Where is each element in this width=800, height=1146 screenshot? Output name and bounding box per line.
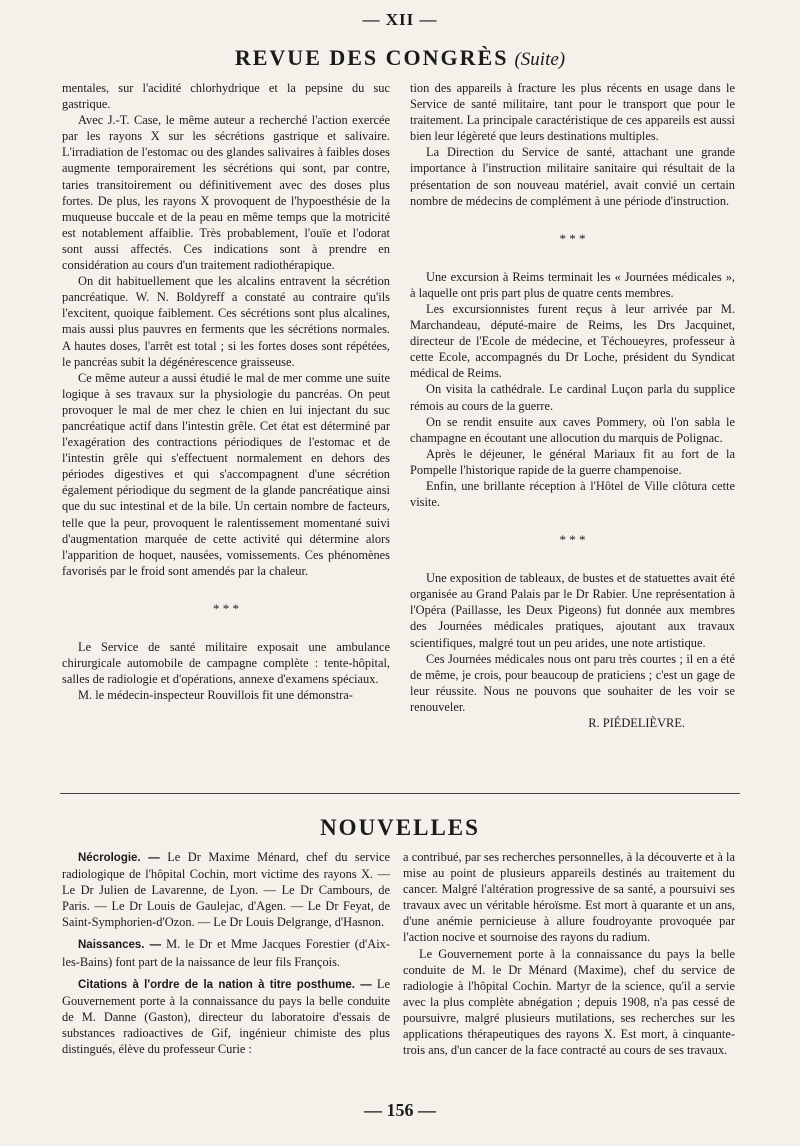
paragraph: Avec J.-T. Case, le même auteur a recherché l'action exercée par les rayons X sur les sécrétions gastrique et salivaire. L'irradiation de l'estomac ou des glandes salivaires à faibles doses augmente temporairement les sécrétions qui sont, par contre, taries transitoirement ou définitivement avec des doses plus fortes. De plus, les rayons X provoquent de l'hypoesthésie de la muqueuse buccale et de la peau en même temps que la motricité est notablement affaiblie. Très probablement, l'ouïe et l'odorat sont aussi affectés. Ces indications sont à prendre en considération au cours d'un traitement radiothérapique. bbox=[62, 113, 390, 273]
paragraph: a contribué, par ses recherches personnelles, à la découverte et à la mise au point de plusieurs appareils destinés au traitement du cancer. Malgré l'altération progressive de sa santé, a poursuivi ses travaux avec un véritable héroïsme. Est mort à quarante et un ans, d'une anémie pernicieuse à allure foudroyante provoquée par l'action nocive et sournoise des rayons du radium. bbox=[403, 850, 735, 945]
paragraph: Ces Journées médicales nous ont paru très courtes ; il en a été de même, je crois, pour beaucoup de praticiens ; c'est un gage de leur réussite. Nous ne pouvons que souhaiter de les voir se renouveler. bbox=[410, 651, 735, 714]
necrologie-paragraph bbox=[62, 849, 390, 930]
citations-text: Le Gouvernement porte à la connaissance du pays la belle conduite de M. Danne (Gaston), directeur du laboratoire d'essais de substances radioactives de Gif, ingénieur chimiste des plus distingués, élève du professeur Curie : bbox=[62, 976, 390, 1057]
section-title-text: REVUE DES CONGRÈS bbox=[234, 45, 509, 70]
paragraph: Une exposition de tableaux, de bustes et de statuettes avait été organisée au Grand Palais par le Dr Rabier. Une représentation à l'Opéra (Paillasse, les Deux Pigeons) fut donnée aux membres des Journées médicales pratiques, ajoutant aux travaux scientifiques, malgré tout un peu arides, une note artistique. bbox=[410, 571, 735, 650]
necrologie-text: Le Dr Maxime Ménard, chef du service radiologique de l'hôpital Cochin, mort victime des rayons X. — Le Dr Julien de Lavarenne, de Lyon. — Le Dr Cambours, de Paris. — Le Dr Louis de Gaulejac, d'Agen. — Le Dr Feyat, de Saint-Symphorien-d'Ozon. — Le Dr Louis Delgrange, d'Hasnon. bbox=[62, 850, 390, 930]
paragraph: Une excursion à Reims terminait les « Journées médicales », à laquelle ont pris part plus de quatre cents membres. bbox=[410, 269, 735, 300]
paragraph: On visita la cathédrale. Le cardinal Luçon parla du supplice rémois au cours de la guerre. bbox=[410, 382, 735, 413]
paragraph: La Direction du Service de santé, attachant une grande importance à l'instruction militaire sanitaire qui résultait de la présentation de son nouveau matériel, avait convié un certain nombre de médecins de complément à une période d'instruction. bbox=[410, 145, 735, 208]
paragraph: tion des appareils à fracture les plus récents en usage dans le Service de santé militaire, tant pour le transport que pour le traitement. La principale caractéristique de ces appareils est aussi bien leur légèreté que leurs destinations multiples. bbox=[410, 81, 735, 144]
naissances-heading: Naissances. — bbox=[78, 939, 162, 952]
section-title-suite: (Suite) bbox=[514, 49, 566, 70]
paragraph: M. le médecin-inspecteur Rouvillois fit une démonstra- bbox=[78, 688, 353, 703]
section-separator: * * * bbox=[213, 600, 239, 616]
naissances-paragraph bbox=[62, 936, 390, 969]
page-number: — 156 — bbox=[364, 1100, 436, 1120]
nouvelles-right-column bbox=[403, 849, 735, 1058]
paragraph: Après le déjeuner, le général Mariaux fit au fort de la Pompelle l'historique rapide de la guerre champenoise. bbox=[410, 446, 735, 477]
paragraph: Enfin, une brillante réception à l'Hôtel de Ville clôtura cette visite. bbox=[410, 478, 735, 510]
section-separator: * * * bbox=[559, 230, 586, 246]
roman-page-number: — XII — bbox=[362, 10, 438, 29]
revue-left-column bbox=[62, 80, 390, 703]
citations-heading: Citations à l'ordre de la nation à titre posthume. — bbox=[78, 978, 372, 991]
paragraph: mentales, sur l'acidité chlorhydrique et la pepsine du suc gastrique. bbox=[62, 81, 390, 112]
naissances-text: M. le Dr et Mme Jacques Forestier (d'Aix-les-Bains) font part de la naissance de leur fils François. bbox=[62, 937, 390, 969]
citations-paragraph bbox=[62, 976, 390, 1057]
paragraph: On se rendit ensuite aux caves Pommery, où l'on sabla le champagne en écoutant une allocution du marquis de Polignac. bbox=[410, 414, 735, 445]
nouvelles-left-column bbox=[62, 849, 390, 1057]
paragraph: On dit habituellement que les alcalins entravent la sécrétion pancréatique. W. N. Boldyreff a constaté au contraire qu'ils l'excitent, quoique faiblement. Ces sécrétions sont plus alcalines, mais aussi plus pauvres en ferments que les sécrétions normales. A hautes doses, l'arrêt est total ; si les fortes doses sont répétées, le pancréas subit la dégénérescence graisseuse. bbox=[62, 274, 390, 369]
paragraph: Le Service de santé militaire exposait une ambulance chirurgicale automobile de campagne complète : tente-hôpital, salles de radiologie et d'opérations, annexe d'examens spéciaux. bbox=[62, 639, 390, 687]
signature: R. PIÉDELIÈVRE. bbox=[588, 716, 685, 730]
paragraph: Le Gouvernement porte à la connaissance du pays la belle conduite de M. le Dr Ménard (Maxime), chef du service de radiologie à l'hôpital Cochin. Martyr de la science, qu'il a servie avec la plus complète abnégation ; depuis 1908, n'a pas cessé de poursuivre, malgré plusieurs mutilations, ses recherches sur les applications thérapeutiques des rayons X. Est mort, à cinquante-trois ans, d'un cancer de la face contracté au cours de ses travaux. bbox=[403, 946, 735, 1058]
nouvelles-title: NOUVELLES bbox=[320, 815, 480, 840]
paragraph: Les excursionnistes furent reçus à leur arrivée par M. Marchandeau, député-maire de Reims, les Drs Jacquinet, directeur de l'Ecole de médecine, et Téchoueyres, professeur à cette Ecole, accompagnés du Dr Loche, président du Syndicat médical de Reims. bbox=[410, 301, 735, 381]
section-separator: * * * bbox=[559, 532, 586, 548]
section-title bbox=[0, 45, 800, 73]
necrologie-heading: Nécrologie. — bbox=[78, 852, 160, 864]
revue-right-column bbox=[410, 80, 735, 731]
section-divider bbox=[60, 793, 740, 794]
paragraph: Ce même auteur a aussi étudié le mal de mer comme une suite logique à ses travaux sur la physiologie du pancréas. On peut provoquer le mal de mer chez le chien en lui injectant du suc pancréatique actif dans l'intestin grêle. Cet état est déterminé par l'exagération des contractions périodiques de l'estomac et de l'intestin grêle qui s'effectuent normalement en dehors des périodes digestives et qui s'accompagnent d'une sécrétion également périodique du segment de la glande pancréatique ainsi que du suc intestinal et de la bile. Un certain nombre de facteurs, telle que la peur, provoquent le ralentissement momentané suivi d'augmentation marquée de cette activité qui détermine alors l'apparition de hoquet, nausées, vomissements. Ces phénomènes favorisés par le froid sont amendés par la chaleur. bbox=[62, 370, 390, 578]
